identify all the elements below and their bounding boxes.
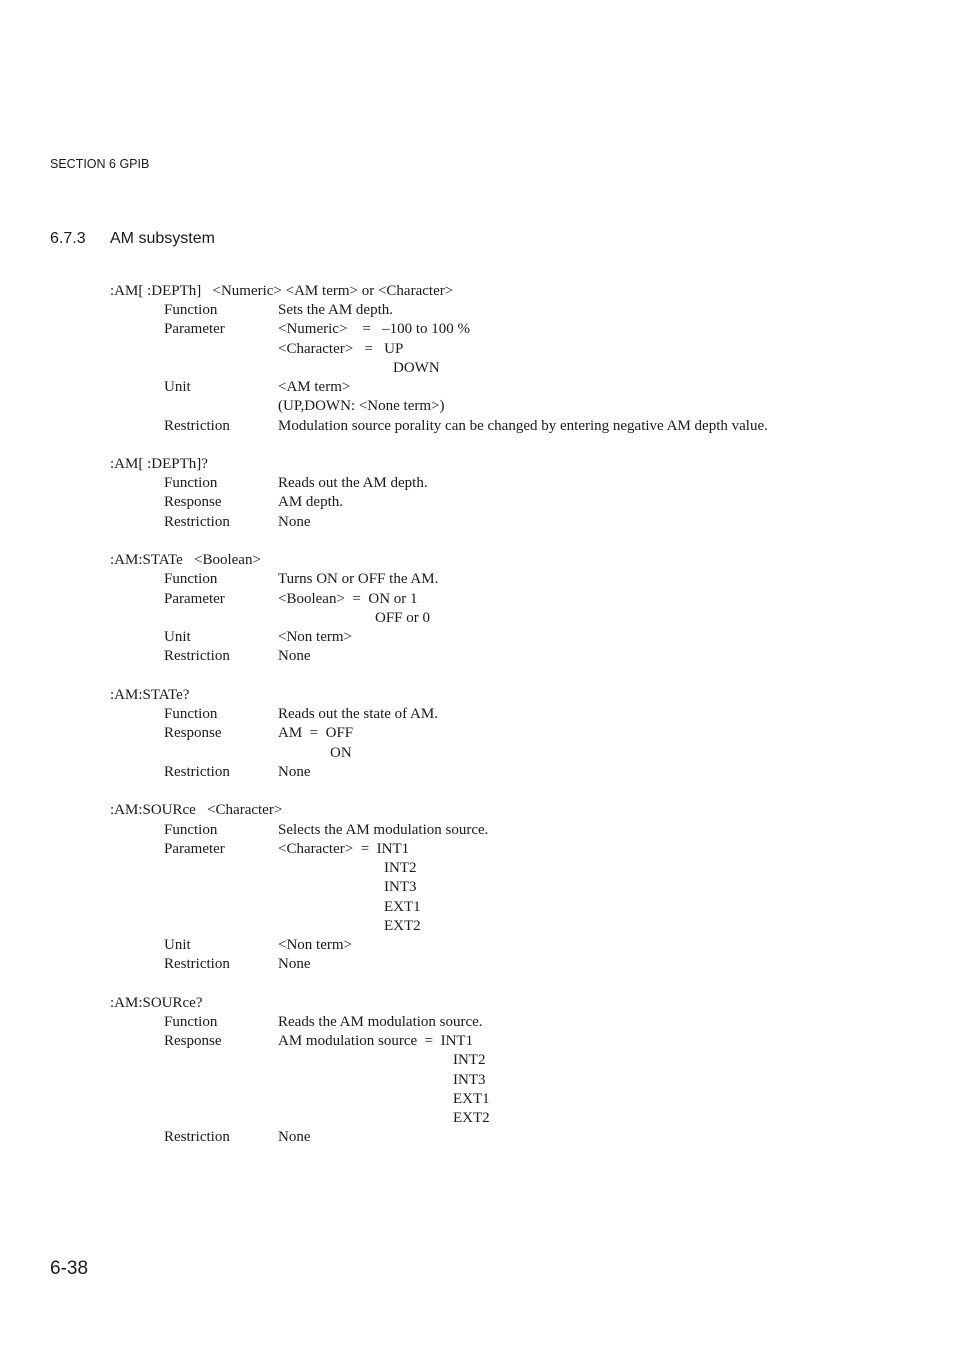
- am-source-option: INT2: [384, 860, 417, 876]
- am-source-query-response-first: AM modulation source = INT1: [278, 1033, 474, 1049]
- am-source-option: EXT1: [384, 899, 421, 915]
- label-unit: Unit: [164, 937, 191, 953]
- command-syntax-am-state-query: :AM:STATe?: [110, 687, 190, 703]
- am-depth-param-character: <Character> = UP: [278, 341, 404, 357]
- am-state-restriction: None: [278, 648, 311, 664]
- am-source-unit: <Non term>: [278, 937, 352, 953]
- am-state-unit: <Non term>: [278, 629, 352, 645]
- am-state-query-function: Reads out the state of AM.: [278, 706, 438, 722]
- label-restriction: Restriction: [164, 764, 230, 780]
- command-syntax-am-source-query: :AM:SOURce?: [110, 995, 203, 1011]
- label-restriction: Restriction: [164, 514, 230, 530]
- am-depth-function: Sets the AM depth.: [278, 302, 393, 318]
- am-depth-query-response: AM depth.: [278, 494, 343, 510]
- am-depth-param-down: DOWN: [393, 360, 440, 376]
- subsection-number: 6.7.3: [50, 230, 86, 247]
- label-unit: Unit: [164, 379, 191, 395]
- am-source-query-restriction: None: [278, 1129, 311, 1145]
- am-source-param-first: <Character> = INT1: [278, 841, 410, 857]
- am-source-query-option: EXT2: [453, 1110, 490, 1126]
- section-header: SECTION 6 GPIB: [50, 157, 150, 171]
- label-restriction: Restriction: [164, 648, 230, 664]
- am-state-query-response-off: AM = OFF: [278, 725, 354, 741]
- am-source-query-option: EXT1: [453, 1091, 490, 1107]
- am-state-query-response-on: ON: [330, 745, 352, 761]
- am-state-function: Turns ON or OFF the AM.: [278, 571, 439, 587]
- label-function: Function: [164, 706, 218, 722]
- am-depth-query-restriction: None: [278, 514, 311, 530]
- label-restriction: Restriction: [164, 1129, 230, 1145]
- am-source-query-option: INT3: [453, 1072, 486, 1088]
- label-parameter: Parameter: [164, 591, 225, 607]
- label-parameter: Parameter: [164, 321, 225, 337]
- label-restriction: Restriction: [164, 956, 230, 972]
- label-response: Response: [164, 1033, 222, 1049]
- label-restriction: Restriction: [164, 418, 230, 434]
- am-depth-restriction: Modulation source porality can be changed by entering negative AM depth value.: [278, 418, 768, 434]
- am-depth-param-numeric: <Numeric> = –100 to 100 %: [278, 321, 471, 337]
- label-response: Response: [164, 494, 222, 510]
- label-unit: Unit: [164, 629, 191, 645]
- am-source-query-function: Reads the AM modulation source.: [278, 1014, 483, 1030]
- am-source-query-option: INT2: [453, 1052, 486, 1068]
- am-source-option: EXT2: [384, 918, 421, 934]
- am-source-option: INT3: [384, 879, 417, 895]
- command-syntax-am-depth-query: :AM[ :DEPTh]?: [110, 456, 208, 472]
- command-syntax-am-state: :AM:STATe <Boolean>: [110, 552, 261, 568]
- am-source-restriction: None: [278, 956, 311, 972]
- label-function: Function: [164, 571, 218, 587]
- page-number: 6-38: [50, 1258, 89, 1279]
- label-function: Function: [164, 822, 218, 838]
- am-depth-unit: <AM term>: [278, 379, 351, 395]
- subsection-heading: [50, 230, 215, 248]
- command-syntax-am-source: :AM:SOURce <Character>: [110, 802, 283, 818]
- am-state-query-restriction: None: [278, 764, 311, 780]
- command-syntax-am-depth: :AM[ :DEPTh] <Numeric> <AM term> or <Character>: [110, 283, 454, 299]
- am-state-param-on: <Boolean> = ON or 1: [278, 591, 418, 607]
- label-function: Function: [164, 475, 218, 491]
- label-function: Function: [164, 302, 218, 318]
- am-source-function: Selects the AM modulation source.: [278, 822, 489, 838]
- label-parameter: Parameter: [164, 841, 225, 857]
- am-depth-unit-note: (UP,DOWN: <None term>): [278, 398, 445, 414]
- am-state-param-off: OFF or 0: [375, 610, 431, 626]
- label-function: Function: [164, 1014, 218, 1030]
- label-response: Response: [164, 725, 222, 741]
- am-depth-query-function: Reads out the AM depth.: [278, 475, 428, 491]
- subsection-title: AM subsystem: [110, 230, 215, 247]
